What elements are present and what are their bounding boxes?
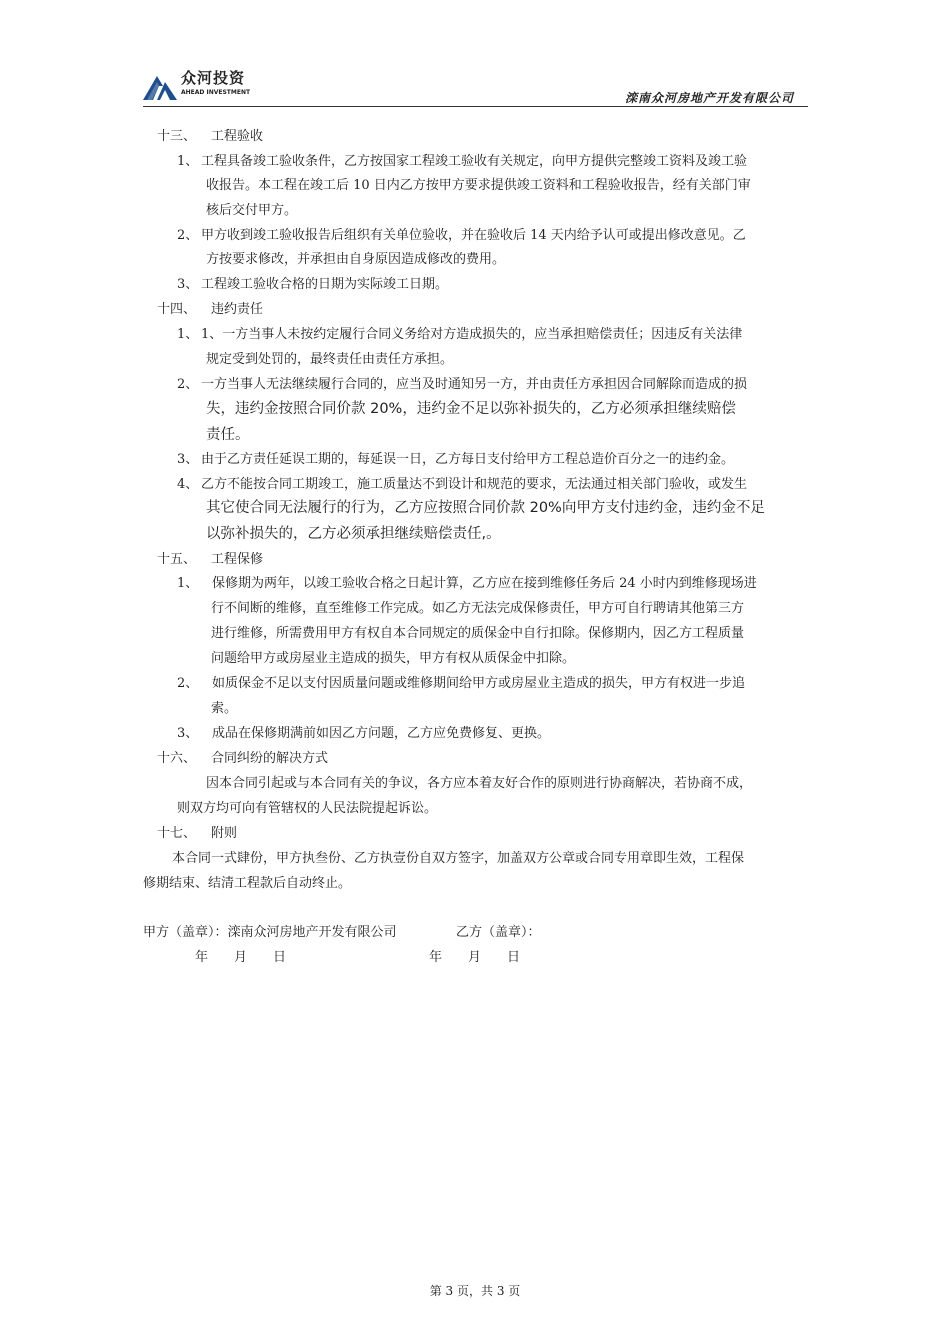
item-text: 工程竣工验收合格的日期为实际竣工日期。 xyxy=(201,277,449,292)
item-text: 1、一方当事人未按约定履行合同义务给对方造成损失的，应当承担赔偿责任；因违反有关法律 xyxy=(201,327,743,342)
signature-date-b: 年 月 日 xyxy=(429,950,521,965)
section-13-item-2 xyxy=(177,227,746,245)
item-text: 工程具备竣工验收条件，乙方按国家工程竣工验收有关规定，向甲方提供完整竣工资料及竣工验 xyxy=(201,154,748,169)
section-number: 十六、 xyxy=(157,751,197,766)
item-number: 2、 xyxy=(177,676,199,691)
section-14-item-4 xyxy=(177,476,747,494)
section-number: 十四、 xyxy=(157,302,197,317)
item-number: 2、 xyxy=(177,228,199,243)
header-company-name: 滦南众河房地产开发有限公司 xyxy=(624,91,794,105)
section-14-heading xyxy=(157,301,263,319)
section-title: 工程验收 xyxy=(211,129,264,144)
item-text-continued: 以弥补损失的，乙方必须承担继续赔偿责任,。 xyxy=(206,526,501,542)
item-text: 乙方不能按合同工期竣工，施工质量达不到设计和规范的要求，无法通过相关部门验收，或发生 xyxy=(201,477,748,492)
item-number: 4、 xyxy=(177,477,199,492)
section-15-item-1 xyxy=(177,575,757,593)
item-number: 1、 xyxy=(177,154,199,169)
section-14-item-2 xyxy=(177,376,747,394)
section-16-paragraph-continued: 则双方均可向有管辖权的人民法院提起诉讼。 xyxy=(177,801,438,816)
section-title: 工程保修 xyxy=(211,552,264,567)
section-17-paragraph: 本合同一式肆份，甲方执叁份、乙方执壹份自双方签字，加盖双方公章或合同专用章即生效，工程保 xyxy=(172,851,745,866)
signature-party-a: 甲方（盖章）：滦南众河房地产开发有限公司 xyxy=(143,925,397,940)
item-text-continued: 索。 xyxy=(211,701,238,716)
item-text-continued: 核后交付甲方。 xyxy=(206,203,298,218)
section-number: 十五、 xyxy=(157,552,197,567)
section-17-heading xyxy=(157,825,237,843)
item-text: 甲方收到竣工验收报告后组织有关单位验收，并在验收后 14 天内给予认可或提出修改意见。乙 xyxy=(201,228,746,243)
section-14-item-1 xyxy=(177,326,742,344)
item-text-continued: 方按要求修改，并承担由自身原因造成修改的费用。 xyxy=(206,252,506,267)
item-text: 保修期为两年，以竣工验收合格之日起计算，乙方应在接到维修任务后 24 小时内到维修现场进 xyxy=(212,576,757,591)
section-16-paragraph: 因本合同引起或与本合同有关的争议，各方应本着友好合作的原则进行协商解决，若协商不成， xyxy=(206,776,753,791)
logo-mountain-icon xyxy=(143,70,177,100)
item-number: 1、 xyxy=(177,327,199,342)
item-text-continued: 问题给甲方或房屋业主造成的损失，甲方有权从质保金中扣除。 xyxy=(211,651,576,666)
logo-text-en: AHEAD INVESTMENT xyxy=(181,89,251,96)
section-title: 附则 xyxy=(211,826,238,841)
section-14-item-3 xyxy=(177,451,734,469)
section-15-heading xyxy=(157,551,263,569)
item-number: 3、 xyxy=(177,726,199,741)
item-text-continued: 规定受到处罚的，最终责任由责任方承担。 xyxy=(206,352,454,367)
item-text: 成品在保修期满前如因乙方问题，乙方应免费修复、更换。 xyxy=(212,726,551,741)
section-number: 十七、 xyxy=(157,826,197,841)
item-text-continued: 收报告。本工程在竣工后 10 日内乙方按甲方要求提供竣工资料和工程验收报告，经有关部门审 xyxy=(206,178,751,193)
section-title: 违约责任 xyxy=(211,302,264,317)
logo-text-cn: 众河投资 xyxy=(181,69,246,87)
item-text-continued: 失，违约金按照合同价款 20%，违约金不足以弥补损失的，乙方必须承担继续赔偿 xyxy=(206,401,736,417)
section-16-heading xyxy=(157,750,328,768)
section-13-item-1 xyxy=(177,153,747,171)
item-number: 1、 xyxy=(177,576,199,591)
section-13-item-3 xyxy=(177,276,448,294)
item-text-continued: 行不间断的维修，直至维修工作完成。如乙方无法完成保修责任，甲方可自行聘请其他第三方 xyxy=(211,601,745,616)
item-text: 一方当事人无法继续履行合同的，应当及时通知另一方，并由责任方承担因合同解除而造成的损 xyxy=(201,377,748,392)
section-13-heading xyxy=(157,128,263,146)
item-text: 如质保金不足以支付因质量问题或维修期间给甲方或房屋业主造成的损失，甲方有权进一步追 xyxy=(212,676,746,691)
item-number: 2、 xyxy=(177,377,199,392)
item-number: 3、 xyxy=(177,452,199,467)
section-15-item-3 xyxy=(177,725,550,743)
section-17-paragraph-continued: 修期结束、结清工程款后自动终止。 xyxy=(143,876,352,891)
signature-party-b: 乙方（盖章）： xyxy=(456,925,541,940)
item-number: 3、 xyxy=(177,277,199,292)
item-text: 由于乙方责任延误工期的，每延误一日，乙方每日支付给甲方工程总造价百分之一的违约金。 xyxy=(201,452,735,467)
section-title: 合同纠纷的解决方式 xyxy=(211,751,329,766)
item-text-continued: 其它使合同无法履行的行为，乙方应按照合同价款 20%向甲方支付违约金，违约金不足 xyxy=(206,500,765,516)
page-header xyxy=(143,68,808,107)
section-number: 十三、 xyxy=(157,129,197,144)
section-15-item-2 xyxy=(177,675,745,693)
item-text-continued: 责任。 xyxy=(206,427,250,443)
page-footer: 第 3 页，共 3 页 xyxy=(429,1284,521,1298)
company-logo xyxy=(143,68,253,104)
item-text-continued: 进行维修，所需费用甲方有权自本合同规定的质保金中自行扣除。保修期内，因乙方工程质量 xyxy=(211,626,745,641)
signature-date-a: 年 月 日 xyxy=(195,950,287,965)
